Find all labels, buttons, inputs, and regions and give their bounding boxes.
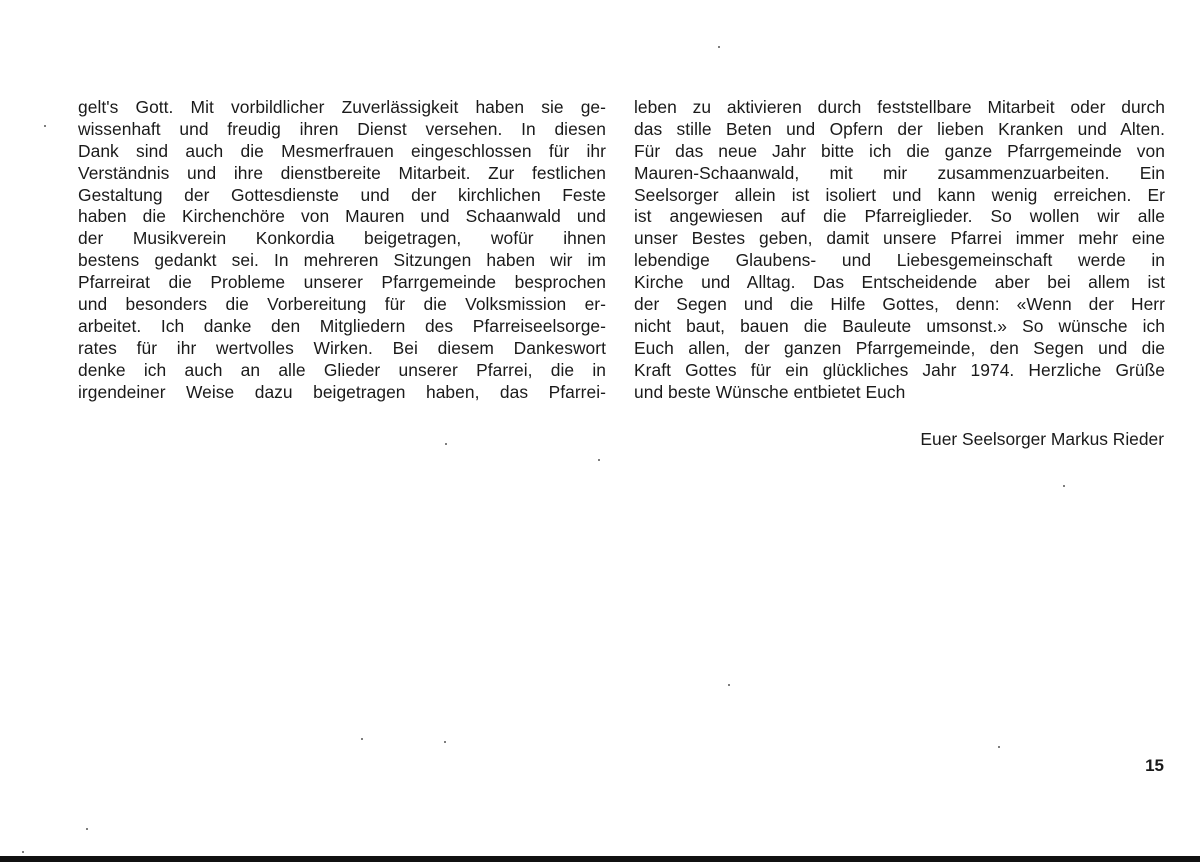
scan-speck: [728, 684, 730, 686]
right-text-column: [634, 97, 1165, 403]
scan-speck: [44, 125, 46, 127]
text-line: rates für ihr wertvolles Wirken. Bei diesem Dankeswort: [78, 337, 606, 358]
text-line: und besonders die Vorbereitung für die Volksmission er-: [78, 294, 606, 315]
scan-speck: [86, 828, 88, 830]
text-line: gelt's Gott. Mit vorbildlicher Zuverlässigkeit haben sie ge-: [78, 97, 606, 117]
text-line: irgendeiner Weise dazu beigetragen haben, das Pfarrei-: [78, 381, 606, 402]
text-line: Gestaltung der Gottesdienste und der kirchlichen Feste: [78, 184, 606, 205]
scan-speck: [998, 746, 1000, 748]
text-line: das stille Beten und Opfern der lieben Kranken und Alten.: [634, 118, 1165, 139]
scan-speck: [1063, 485, 1065, 487]
text-line: Euch allen, der ganzen Pfarrgemeinde, den Segen und die: [634, 337, 1165, 358]
text-line: leben zu aktivieren durch feststellbare Mitarbeit oder durch: [634, 97, 1165, 117]
scan-speck: [445, 443, 447, 445]
text-line: Kirche und Alltag. Das Entscheidende aber bei allem ist: [634, 272, 1165, 293]
text-line: Für das neue Jahr bitte ich die ganze Pfarrgemeinde von: [634, 140, 1165, 161]
text-line: Verständnis und ihre dienstbereite Mitarbeit. Zur festlichen: [78, 162, 606, 183]
text-line: der Musikverein Konkordia beigetragen, wofür ihnen: [78, 228, 606, 249]
text-line: Mauren-Schaanwald, mit mir zusammenzuarbeiten. Ein: [634, 162, 1165, 183]
text-line: denke ich auch an alle Glieder unserer Pfarrei, die in: [78, 359, 606, 380]
text-line: und beste Wünsche entbietet Euch: [634, 381, 906, 402]
text-line: Dank sind auch die Mesmerfrauen eingeschlossen für ihr: [78, 140, 606, 161]
page-bottom-edge: [0, 856, 1200, 862]
left-text-column: [78, 97, 606, 403]
signature: Euer Seelsorger Markus Rieder: [920, 429, 1164, 449]
text-line: Seelsorger allein ist isoliert und kann wenig erreichen. Er: [634, 184, 1165, 205]
text-line: Kraft Gottes für ein glückliches Jahr 1974. Herzliche Grüße: [634, 359, 1165, 380]
text-line: wissenhaft und freudig ihren Dienst versehen. In diesen: [78, 118, 606, 139]
text-line: nicht baut, bauen die Bauleute umsonst.» So wünsche ich: [634, 315, 1165, 336]
text-line: haben die Kirchenchöre von Mauren und Schaanwald und: [78, 206, 606, 227]
text-line: unser Bestes geben, damit unsere Pfarrei immer mehr eine: [634, 228, 1165, 249]
scan-speck: [444, 741, 446, 743]
scan-speck: [598, 459, 600, 461]
text-line: Pfarreirat die Probleme unserer Pfarrgemeinde besprochen: [78, 272, 606, 293]
scan-speck: [718, 46, 720, 48]
text-line: bestens gedankt sei. In mehreren Sitzungen haben wir im: [78, 250, 606, 271]
text-line: der Segen und die Hilfe Gottes, denn: «Wenn der Herr: [634, 294, 1165, 315]
scan-speck: [361, 738, 363, 740]
text-line: arbeitet. Ich danke den Mitgliedern des Pfarreiseelsorge-: [78, 315, 606, 336]
text-line: lebendige Glaubens- und Liebesgemeinschaft werde in: [634, 250, 1165, 271]
text-line: ist angewiesen auf die Pfarreiglieder. So wollen wir alle: [634, 206, 1165, 227]
page-number: 15: [1145, 756, 1164, 775]
scan-speck: [22, 851, 24, 853]
